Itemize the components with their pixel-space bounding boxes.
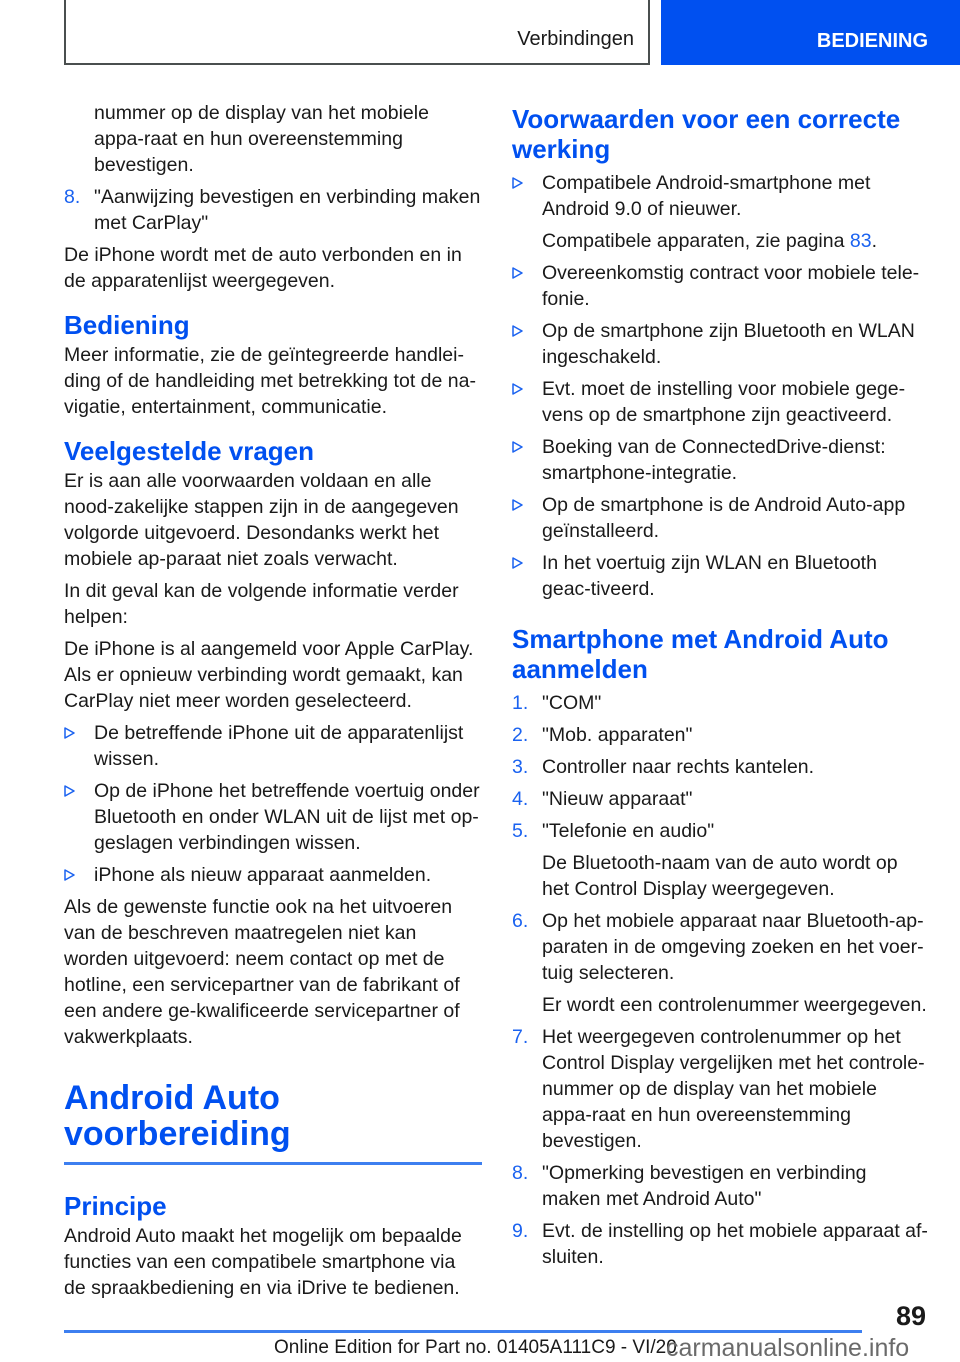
triangle-bullet-icon	[64, 862, 94, 888]
step-number: 7.	[512, 1026, 529, 1048]
requirement-bullet: Compatibele Android-smartphone met Android 9.0 of nieuwer. Compatibele apparaten, zie pagina 83.	[512, 170, 928, 254]
heading-register: Smartphone met Android Auto aanmelden	[512, 624, 889, 684]
page-link-83[interactable]: 83	[849, 230, 872, 252]
faq-bullet: Op de iPhone het betreffende voertuig onder Bluetooth en onder WLAN uit de lijst met op-geslagen verbindingen wissen.	[64, 778, 482, 856]
register-step: 7. Het weergegeven controlenummer op het Control Display vergelijken met het controle-nummer op de display van het mobiele appa-raat en hun overeenstemming bevestigen.	[512, 1026, 925, 1152]
page-number: 89	[896, 1301, 927, 1331]
requirement-bullet: Boeking van de ConnectedDrive-dienst: smartphone-integratie.	[512, 434, 928, 486]
principe-text: Android Auto maakt het mogelijk om bepaalde functies van een compatibele smartphone via de spraakbediening en via iDrive te bedienen.	[64, 1225, 462, 1299]
triangle-bullet-icon	[64, 778, 94, 856]
triangle-bullet-icon	[512, 492, 542, 544]
step-number: 9.	[512, 1220, 529, 1242]
left-column	[64, 100, 482, 1307]
chapter-tab-label: BEDIENING	[816, 30, 928, 52]
step-number: 6.	[512, 910, 529, 932]
header-section-box	[64, 0, 650, 65]
register-step: 4. "Nieuw apparaat"	[512, 788, 693, 810]
register-step: 1. "COM"	[512, 692, 602, 714]
triangle-bullet-icon	[512, 434, 542, 486]
step-number: 4.	[512, 788, 529, 810]
faq-paragraph: Er is aan alle voorwaarden voldaan en alle nood-zakelijke stappen zijn in de aangegeven volgorde uitgevoerd. Desondanks werkt het mobiele ap-paraat niet zoals verwacht.	[64, 470, 459, 570]
triangle-bullet-icon	[64, 720, 94, 772]
triangle-bullet-icon	[512, 376, 542, 428]
step-number: 2.	[512, 724, 529, 746]
continued-step	[64, 100, 482, 178]
triangle-bullet-icon	[512, 318, 542, 370]
step-text: nummer op de display van het mobiele appa-raat en hun overeenstemming bevestigen.	[94, 102, 429, 176]
step-note: Er wordt een controlenummer weergegeven.	[542, 994, 927, 1016]
triangle-bullet-icon	[512, 170, 542, 254]
heading-bediening: Bediening	[64, 310, 190, 340]
register-step: 8. "Opmerking bevestigen en verbinding maken met Android Auto"	[512, 1162, 867, 1210]
heading-principe: Principe	[64, 1191, 167, 1221]
bediening-text: Meer informatie, zie de geïntegreerde handlei-ding of de handleiding met betrekking tot de na-vigatie, entertainment, communicatie.	[64, 344, 476, 418]
step-note: De Bluetooth-naam van de auto wordt op het Control Display weergegeven.	[542, 852, 898, 900]
requirement-bullet: In het voertuig zijn WLAN en Bluetooth geac-tiveerd.	[512, 550, 928, 602]
triangle-bullet-icon	[512, 550, 542, 602]
faq-bullet: iPhone als nieuw apparaat aanmelden.	[64, 862, 482, 888]
faq-paragraph: De iPhone is al aangemeld voor Apple CarPlay. Als er opnieuw verbinding wordt gemaakt, kan CarPlay niet meer worden geselecteerd.	[64, 638, 474, 712]
step-text: "Aanwijzing bevestigen en verbinding maken met CarPlay"	[94, 186, 481, 234]
step-number: 3.	[512, 756, 529, 778]
register-step: 5. "Telefonie en audio" De Bluetooth-naam van de auto wordt op het Control Display weergegeven.	[512, 818, 928, 902]
step-number: 8.	[512, 1162, 529, 1184]
heading-faq: Veelgestelde vragen	[64, 436, 315, 466]
step-item-8	[64, 184, 482, 236]
register-step: 2. "Mob. apparaten"	[512, 724, 693, 746]
edition-text: Online Edition for Part no. 01405A111C9 - VI/20	[274, 1337, 677, 1358]
section-title-android-auto: Android Auto voorbereiding	[64, 1080, 482, 1165]
requirement-bullet: Op de smartphone zijn Bluetooth en WLAN ingeschakeld.	[512, 318, 928, 370]
faq-bullet: De betreffende iPhone uit de apparatenlijst wissen.	[64, 720, 482, 772]
register-step: 9. Evt. de instelling op het mobiele apparaat af-sluiten.	[512, 1220, 928, 1268]
watermark: carmanualsonline.info	[666, 1334, 910, 1362]
heading-requirements: Voorwaarden voor een correcte werking	[512, 104, 901, 164]
step-number: 5.	[512, 820, 529, 842]
requirement-bullet: Overeenkomstig contract voor mobiele tele-fonie.	[512, 260, 928, 312]
register-step: 6. Op het mobiele apparaat naar Bluetooth-ap-paraten in de omgeving zoeken en het voer-tuig selecteren. Er wordt een controlenummer weergegeven.	[512, 910, 927, 1016]
compatible-devices-note: Compatibele apparaten, zie pagina 83.	[542, 230, 878, 252]
section-title: Verbindingen	[517, 28, 634, 50]
faq-paragraph: In dit geval kan de volgende informatie verder helpen:	[64, 580, 459, 628]
requirement-bullet: Evt. moet de instelling voor mobiele gege-vens op de smartphone zijn geactiveerd.	[512, 376, 928, 428]
triangle-bullet-icon	[512, 260, 542, 312]
chapter-tab[interactable]	[661, 0, 960, 65]
requirement-bullet: Op de smartphone is de Android Auto-app geïnstalleerd.	[512, 492, 928, 544]
step-number: 8.	[64, 186, 81, 208]
right-column	[512, 100, 928, 1276]
result-paragraph: De iPhone wordt met de auto verbonden en in de apparatenlijst weergegeven.	[64, 244, 462, 292]
footer-divider	[64, 1330, 862, 1333]
register-step: 3. Controller naar rechts kantelen.	[512, 756, 815, 778]
step-number: 1.	[512, 692, 529, 714]
faq-closing: Als de gewenste functie ook na het uitvoeren van de beschreven maatregelen niet kan worden uitgevoerd: neem contact op met de hotline, een servicepartner van de fabrikant of een andere ge-kwalificeerde servicepartner of vakwerkplaats.	[64, 896, 460, 1048]
